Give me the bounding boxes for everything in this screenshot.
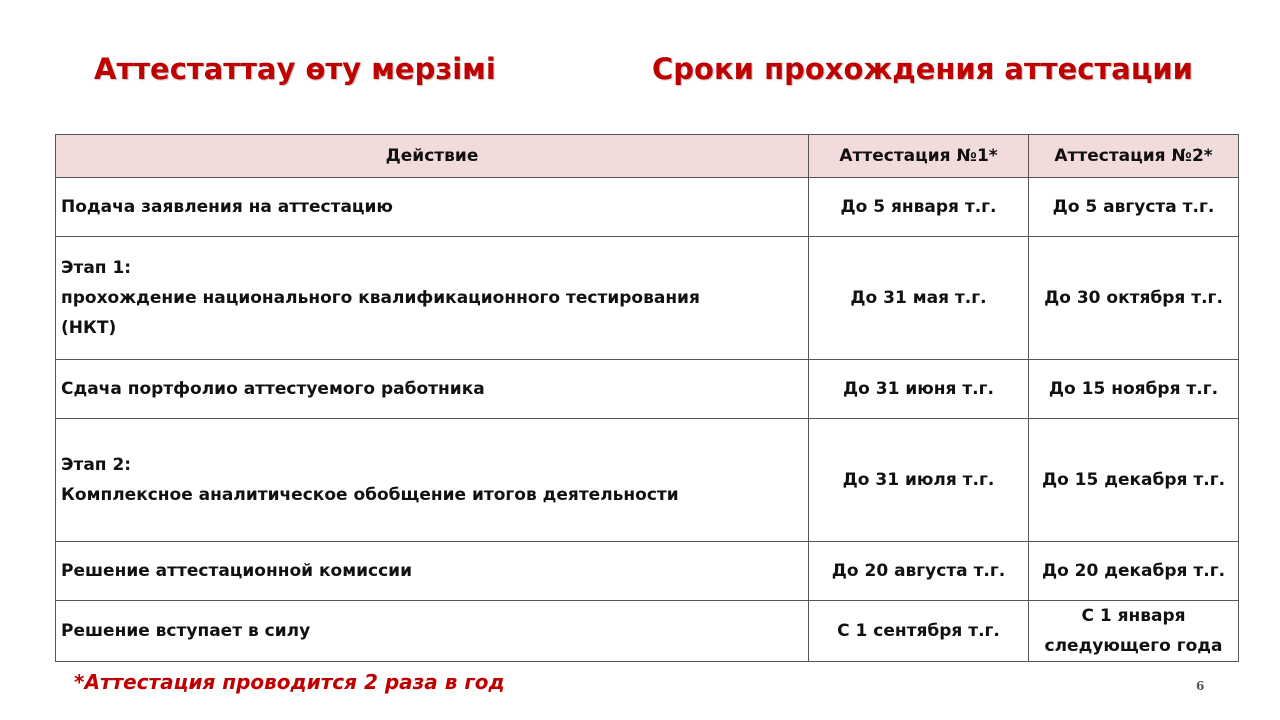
header-attestation-2: Аттестация №2* <box>1029 135 1239 178</box>
table-row <box>56 419 1239 542</box>
date-text: До 20 декабря т.г. <box>1041 561 1226 581</box>
date-text: До 5 августа т.г. <box>1052 197 1215 217</box>
attestation-2-date <box>1029 542 1239 601</box>
date-text: До 20 августа т.г. <box>831 561 1006 581</box>
attestation-2-date <box>1029 601 1239 662</box>
attestation-1-date <box>809 601 1029 662</box>
action-text: Решение вступает в силу <box>61 621 311 641</box>
attestation-1-date <box>809 419 1029 542</box>
table-row <box>56 542 1239 601</box>
attestation-1-date <box>809 237 1029 360</box>
date-text: С 1 января <box>1081 606 1186 626</box>
attestation-2-date <box>1029 360 1239 419</box>
attestation-2-date <box>1029 419 1239 542</box>
title-russian: Сроки прохождения аттестации <box>652 52 1193 86</box>
table-row <box>56 601 1239 662</box>
table-row <box>56 178 1239 237</box>
date-text: До 15 ноября т.г. <box>1048 379 1219 399</box>
date-text: С 1 сентября т.г. <box>837 621 1000 641</box>
date-text: До 31 июля т.г. <box>842 470 995 490</box>
title-kazakh: Аттестаттау өту мерзімі <box>94 52 496 86</box>
action-text: Комплексное аналитическое обобщение итогов деятельности <box>61 485 679 505</box>
page-number: 6 <box>1196 679 1205 693</box>
action-text: Сдача портфолио аттестуемого работника <box>61 379 485 399</box>
footnote: *Аттестация проводится 2 раза в год <box>74 670 505 694</box>
date-text: До 15 декабря т.г. <box>1041 470 1226 490</box>
table-header-row <box>56 135 1239 178</box>
action-text: (НКТ) <box>61 318 117 338</box>
action-text: прохождение национального квалификационного тестирования <box>61 288 700 308</box>
action-cell <box>56 360 809 419</box>
attestation-2-date <box>1029 178 1239 237</box>
attestation-1-date <box>809 178 1029 237</box>
action-cell <box>56 237 809 360</box>
action-cell <box>56 542 809 601</box>
date-text: До 31 мая т.г. <box>850 288 987 308</box>
attestation-2-date <box>1029 237 1239 360</box>
attestation-schedule-table <box>55 134 1239 662</box>
header-attestation-1: Аттестация №1* <box>809 135 1029 178</box>
table-row <box>56 360 1239 419</box>
date-text: До 30 октября т.г. <box>1044 288 1223 308</box>
date-text: До 31 июня т.г. <box>843 379 994 399</box>
action-text: Решение аттестационной комиссии <box>61 561 412 581</box>
action-text: Этап 2: <box>61 455 132 475</box>
date-text: следующего года <box>1044 636 1223 656</box>
action-text: Этап 1: <box>61 258 132 278</box>
attestation-1-date <box>809 360 1029 419</box>
action-text: Подача заявления на аттестацию <box>61 197 393 217</box>
action-cell <box>56 601 809 662</box>
action-cell <box>56 419 809 542</box>
header-action: Действие <box>56 135 809 178</box>
table-row <box>56 237 1239 360</box>
date-text: До 5 января т.г. <box>840 197 997 217</box>
action-cell <box>56 178 809 237</box>
attestation-1-date <box>809 542 1029 601</box>
